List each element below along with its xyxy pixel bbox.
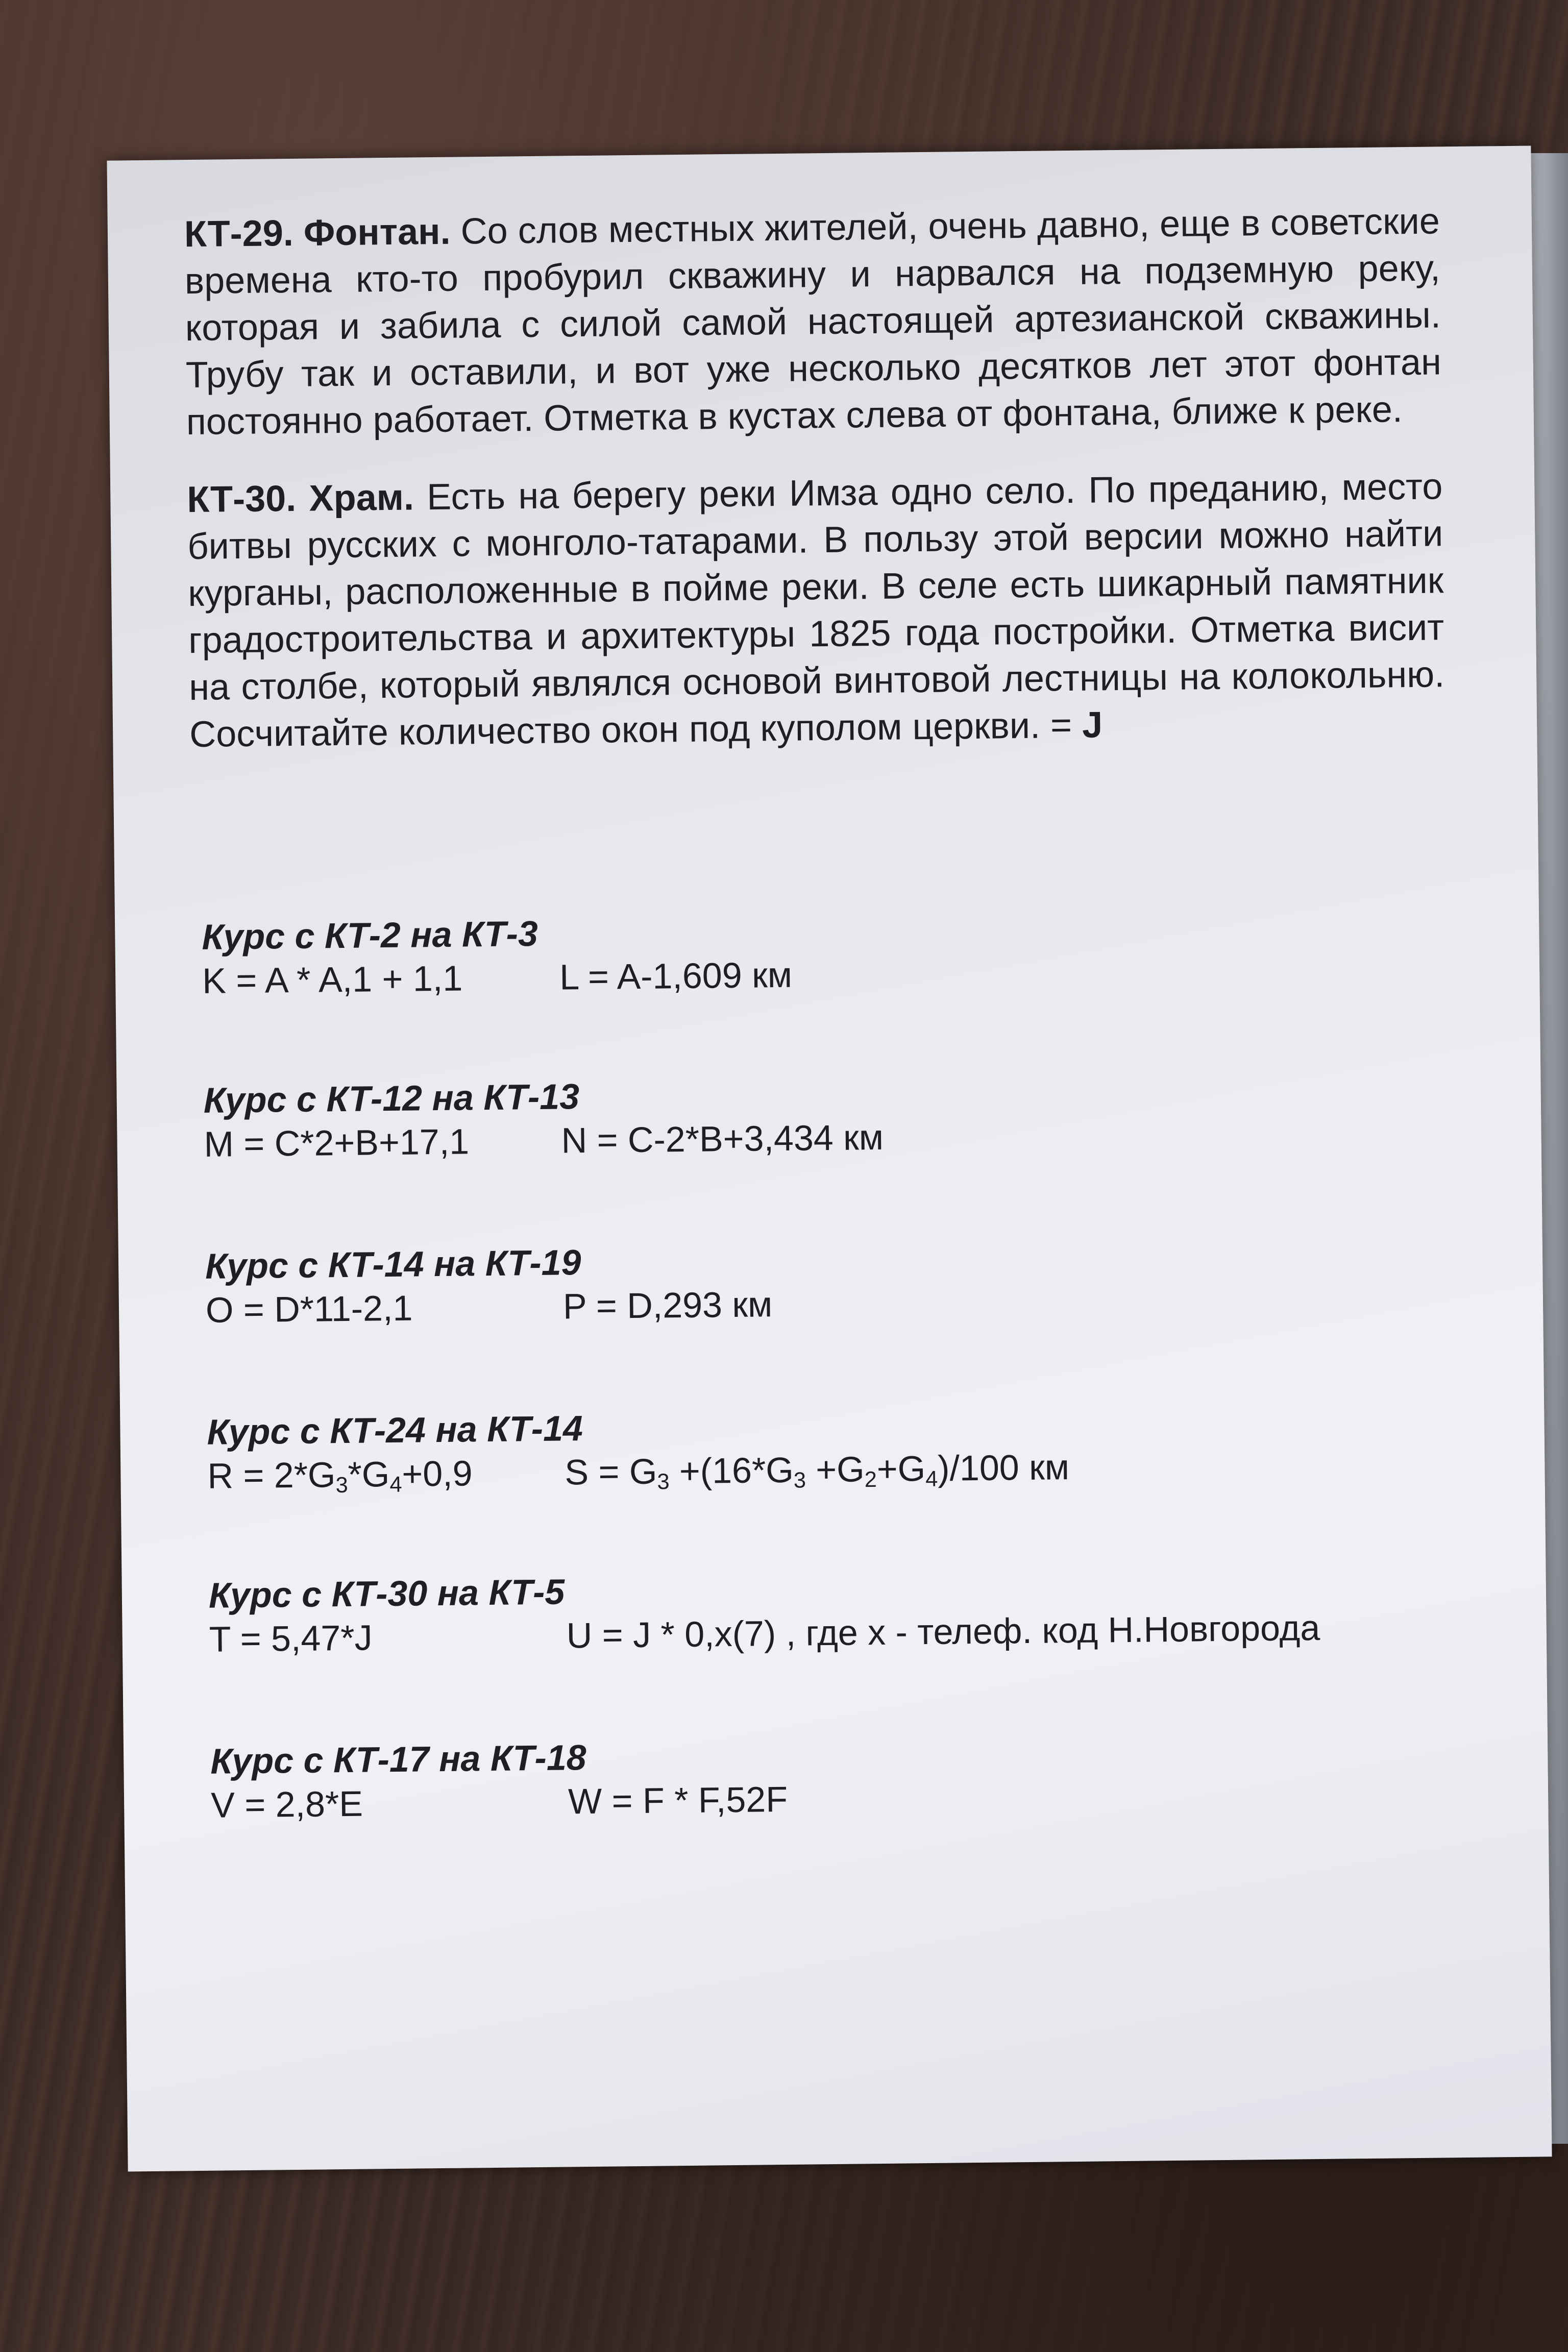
formula-right: L = A-1,609 км <box>559 954 793 997</box>
checkpoint-code: КТ-29. <box>184 212 294 255</box>
checkpoint-name: Храм. <box>309 477 414 519</box>
formula-left: V = 2,8*E <box>210 1783 363 1825</box>
course-block <box>205 1231 1482 1332</box>
formula-left: T = 5,47*J <box>209 1618 373 1659</box>
subscript: 3 <box>657 1469 670 1494</box>
formula-right: P = D,293 км <box>562 1284 773 1327</box>
checkpoint-name: Фонтан. <box>303 211 451 254</box>
formula-right: N = C-2*B+3,434 км <box>561 1117 884 1161</box>
subscript: 4 <box>389 1472 402 1497</box>
course-block <box>208 1560 1485 1661</box>
checkpoint-entry-kt30 <box>187 463 1446 758</box>
formula-left: M = C*2+B+17,1 <box>204 1121 470 1164</box>
course-block <box>203 1065 1480 1166</box>
course-title: Курс с КТ-2 на КТ-3 <box>201 913 538 957</box>
formula-part: )/100 км <box>937 1447 1070 1488</box>
answer-variable: J <box>1082 704 1103 746</box>
subscript: 4 <box>925 1466 938 1491</box>
course-title: Курс с КТ-30 на КТ-5 <box>208 1572 565 1615</box>
checkpoint-code: КТ-30. <box>186 478 297 521</box>
course-title: Курс с КТ-24 на КТ-14 <box>207 1408 583 1452</box>
checkpoint-description: Есть на берегу реки Имза одно село. По преданию, место битвы русских с монголо-татарами. В пользу этой версии можно найти курганы, расположенные в пойме реки. В селе есть шикарный памятник градостроительства и архитектуры 1825 года постройки. Отметка висит на столбе, который являлся основой винтовой лестницы на колокольню. Сосчитайте количество окон под куполом церкви. = <box>187 466 1445 755</box>
formula-part: +(16*G <box>669 1450 794 1491</box>
course-block <box>210 1726 1487 1827</box>
formula-part: R = 2*G <box>207 1455 336 1496</box>
course-block <box>202 902 1479 1003</box>
course-title: Курс с КТ-14 на КТ-19 <box>205 1242 581 1286</box>
subscript: 2 <box>864 1467 877 1492</box>
course-title: Курс с КТ-12 на КТ-13 <box>203 1076 580 1120</box>
formula-part: +G <box>805 1449 865 1490</box>
formula-part: +0,9 <box>401 1453 473 1494</box>
subscript: 3 <box>335 1473 348 1498</box>
formula-right <box>565 1445 1069 1494</box>
checkpoint-description: Со слов местных жителей, очень давно, еще в советские времена кто-то пробурил скважину и нарвался на подземную реку, которая и забила с силой самой настоящей артезианской скважины. Трубу так и оставили, и вот уже несколько десятков лет этот фонтан постоянно работает. Отметка в кустах слева от фонтана, ближе к реке. <box>184 201 1442 443</box>
formula-part: S = G <box>564 1451 657 1492</box>
formula-right: W = F * F,52F <box>568 1779 788 1822</box>
formula-left: K = A * A,1 + 1,1 <box>202 958 463 1001</box>
formula-right: U = J * 0,x(7) , где x - телеф. код Н.Новгорода <box>566 1607 1320 1656</box>
formula-left: O = D*11-2,1 <box>205 1288 413 1330</box>
course-title: Курс с КТ-17 на КТ-18 <box>210 1737 586 1781</box>
subscript: 3 <box>793 1468 806 1493</box>
checkpoint-entry-kt29 <box>184 198 1442 446</box>
booklet-page <box>107 145 1552 2171</box>
course-block <box>207 1397 1484 1498</box>
formula-part: *G <box>348 1454 390 1494</box>
formula-part: +G <box>876 1449 926 1489</box>
formula-left <box>207 1451 473 1498</box>
